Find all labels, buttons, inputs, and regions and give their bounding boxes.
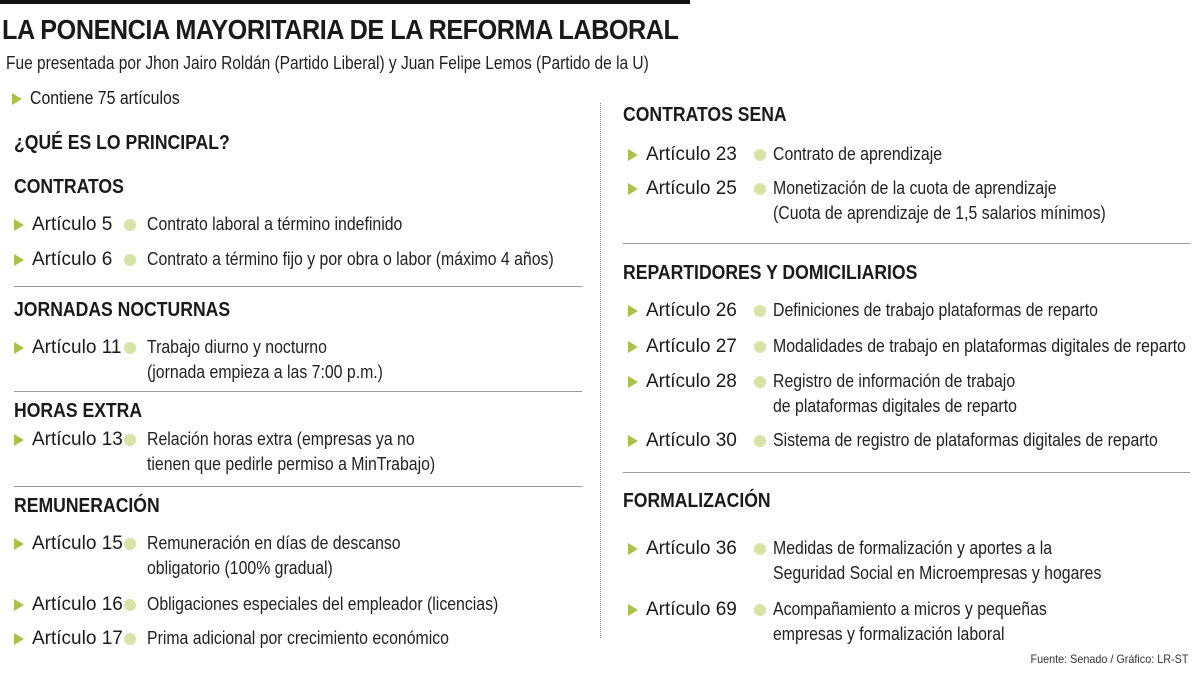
- article-description: Monetización de la cuota de aprendizaje (Cuota de aprendizaje de 1,5 salarios mínimos): [773, 178, 1106, 223]
- article-number: Artículo 28: [646, 371, 737, 392]
- triangle-bullet-icon: [628, 305, 638, 317]
- triangle-bullet-icon: [14, 219, 24, 231]
- article-number: Artículo 25: [646, 178, 737, 199]
- section-title-remuneracion: REMUNERACIÓN: [14, 495, 160, 517]
- section-question: ¿QUÉ ES LO PRINCIPAL?: [14, 132, 230, 154]
- article-number: Artículo 16: [32, 594, 123, 615]
- section-title-repartidores: REPARTIDORES Y DOMICILIARIOS: [623, 262, 918, 284]
- article-number: Artículo 26: [646, 300, 737, 321]
- triangle-bullet-icon: [14, 538, 24, 550]
- article-number: Artículo 30: [646, 430, 737, 451]
- triangle-bullet-icon: [12, 93, 22, 105]
- triangle-bullet-icon: [628, 604, 638, 616]
- source-credit: Fuente: Senado / Gráfico: LR-ST: [1030, 652, 1188, 666]
- dot-icon: [754, 435, 766, 447]
- intro-text: Contiene 75 artículos: [30, 88, 180, 108]
- triangle-bullet-icon: [628, 149, 638, 161]
- page-subtitle: Fue presentada por Jhon Jairo Roldán (Partido Liberal) y Juan Felipe Lemos (Partido de la U): [6, 53, 649, 73]
- intro-line: [12, 88, 200, 109]
- section-title-jornadas: JORNADAS NOCTURNAS: [14, 299, 231, 321]
- article-description: Contrato laboral a término indefinido: [147, 214, 403, 234]
- dot-icon: [754, 376, 766, 388]
- article-description: Sistema de registro de plataformas digitales de reparto: [773, 430, 1158, 450]
- divider: [14, 391, 582, 392]
- triangle-bullet-icon: [14, 599, 24, 611]
- article-number: Artículo 13: [32, 429, 123, 450]
- article-description: Trabajo diurno y nocturno (jornada empieza a las 7:00 p.m.): [147, 337, 383, 382]
- dot-icon: [754, 543, 766, 555]
- dot-icon: [754, 604, 766, 616]
- triangle-bullet-icon: [14, 434, 24, 446]
- dot-icon: [754, 341, 766, 353]
- triangle-bullet-icon: [628, 376, 638, 388]
- article-number: Artículo 6: [32, 249, 113, 270]
- divider: [14, 286, 582, 287]
- dot-icon: [124, 254, 136, 266]
- dot-icon: [124, 538, 136, 550]
- article-description: Obligaciones especiales del empleador (licencias): [147, 594, 499, 614]
- dot-icon: [754, 149, 766, 161]
- article-description: Contrato de aprendizaje: [773, 144, 943, 164]
- divider: [623, 243, 1190, 244]
- dot-icon: [754, 305, 766, 317]
- article-number: Artículo 5: [32, 214, 113, 235]
- triangle-bullet-icon: [628, 435, 638, 447]
- triangle-bullet-icon: [628, 183, 638, 195]
- article-description: Relación horas extra (empresas ya no tienen que pedirle permiso a MinTrabajo): [147, 429, 436, 474]
- top-rule: [0, 0, 690, 4]
- triangle-bullet-icon: [628, 341, 638, 353]
- section-title-contratos-sena: CONTRATOS SENA: [623, 104, 787, 126]
- article-number: Artículo 17: [32, 628, 123, 649]
- article-description: Modalidades de trabajo en plataformas digitales de reparto: [773, 336, 1186, 356]
- article-description: Contrato a término fijo y por obra o labor (máximo 4 años): [147, 249, 554, 269]
- article-number: Artículo 69: [646, 599, 737, 620]
- triangle-bullet-icon: [628, 543, 638, 555]
- article-number: Artículo 27: [646, 336, 737, 357]
- divider: [14, 486, 582, 487]
- article-description: Medidas de formalización y aportes a la Seguridad Social en Microempresas y hogares: [773, 538, 1102, 583]
- dot-icon: [124, 219, 136, 231]
- section-title-horas-extra: HORAS EXTRA: [14, 400, 143, 422]
- article-number: Artículo 36: [646, 538, 737, 559]
- triangle-bullet-icon: [14, 633, 24, 645]
- dot-icon: [124, 434, 136, 446]
- section-title-contratos: CONTRATOS: [14, 176, 124, 198]
- article-description: Registro de información de trabajo de plataformas digitales de reparto: [773, 371, 1017, 416]
- article-number: Artículo 15: [32, 533, 123, 554]
- dot-icon: [124, 599, 136, 611]
- column-separator: [600, 103, 601, 638]
- article-description: Prima adicional por crecimiento económico: [147, 628, 449, 648]
- article-number: Artículo 11: [32, 337, 122, 358]
- article-number: Artículo 23: [646, 144, 737, 165]
- triangle-bullet-icon: [14, 254, 24, 266]
- section-title-formalizacion: FORMALIZACIÓN: [623, 490, 771, 512]
- article-description: Definiciones de trabajo plataformas de reparto: [773, 300, 1098, 320]
- article-description: Remuneración en días de descanso obligatorio (100% gradual): [147, 533, 401, 578]
- page-title: LA PONENCIA MAYORITARIA DE LA REFORMA LABORAL: [2, 14, 679, 45]
- triangle-bullet-icon: [14, 342, 24, 354]
- article-description: Acompañamiento a micros y pequeñas empresas y formalización laboral: [773, 599, 1047, 644]
- dot-icon: [754, 183, 766, 195]
- dot-icon: [124, 342, 136, 354]
- divider: [623, 472, 1190, 473]
- dot-icon: [124, 633, 136, 645]
